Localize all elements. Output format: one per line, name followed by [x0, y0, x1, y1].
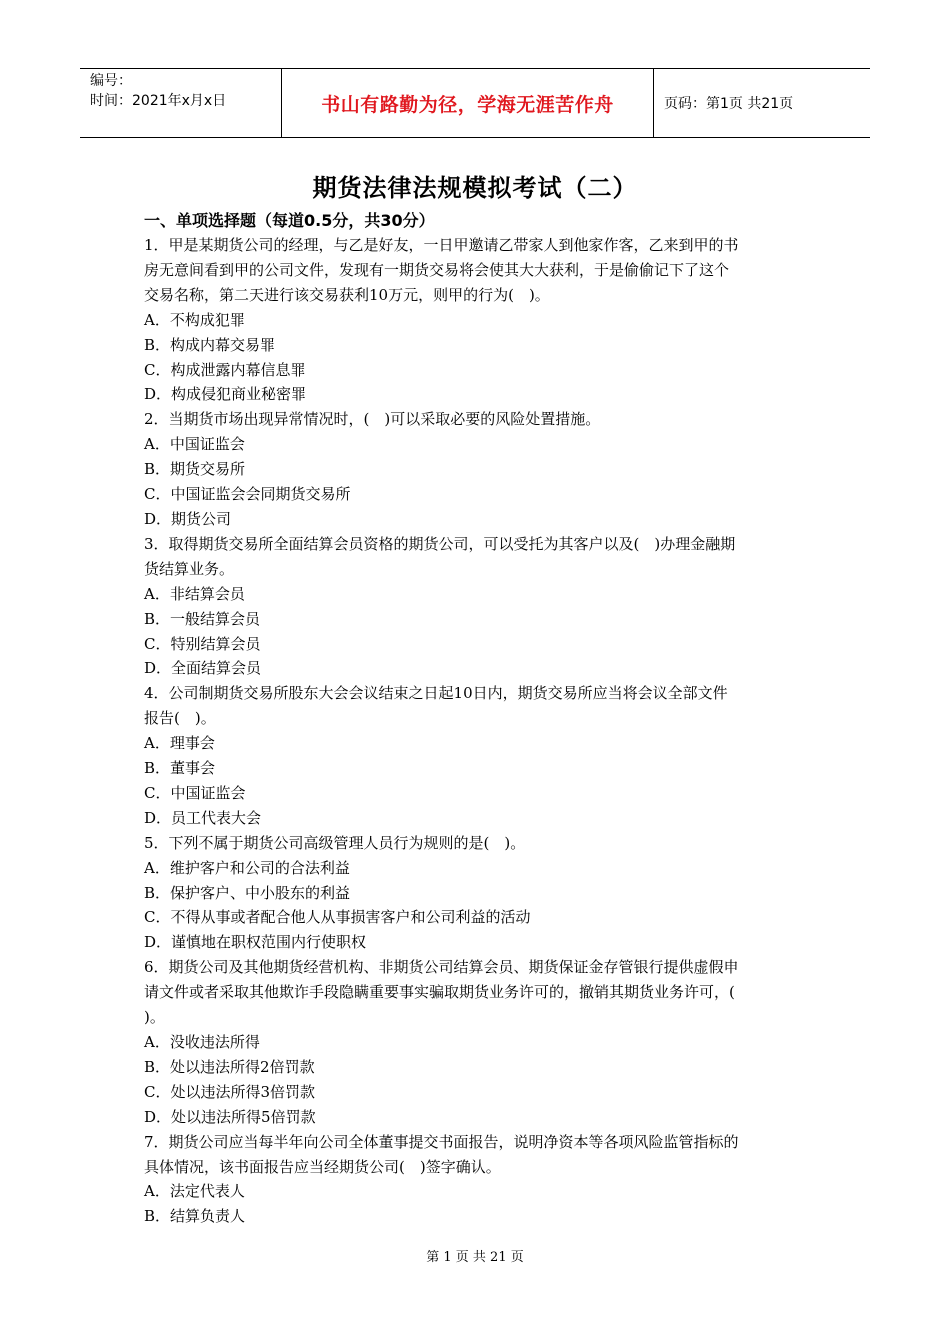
text-line: 1．甲是某期货公司的经理，与乙是好友，一日甲邀请乙带家人到他家作客，乙来到甲的书 [144, 236, 739, 254]
text-line: 报告( )。 [144, 709, 216, 728]
text-line: 6．期货公司及其他期货经营机构、非期货公司结算会员、期货保证金存管银行提供虚假申 [144, 958, 739, 977]
text-line: A．非结算会员 [144, 584, 245, 603]
text-line: C．不得从事或者配合他人从事损害客户和公司利益的活动 [144, 908, 531, 927]
text-line: A．不构成犯罪 [144, 310, 245, 329]
text-line: 具体情况，该书面报告应当经期货公司( )签字确认。 [144, 1157, 501, 1176]
section-heading: 一、单项选择题（每道0.5分，共30分） [144, 211, 435, 230]
text-line: B．董事会 [144, 759, 216, 778]
question-list [144, 233, 810, 1229]
text-line: B．一般结算会员 [144, 609, 261, 628]
text-line: C．构成泄露内幕信息罪 [144, 360, 306, 379]
document-body [144, 208, 810, 1229]
text-line: D．谨慎地在职权范围内行使职权 [144, 933, 367, 952]
text-line: D．员工代表大会 [144, 808, 262, 827]
document-date: 时间：2021年x月x日 [90, 93, 227, 109]
header-page-info-cell [654, 69, 870, 137]
text-line: D．处以违法所得5倍罚款 [144, 1107, 316, 1126]
text-line: C．处以违法所得3倍罚款 [144, 1082, 316, 1101]
text-line: 3．取得期货交易所全面结算会员资格的期货公司，可以受托为其客户以及( )办理金融期 [144, 534, 736, 553]
text-line: 2．当期货市场出现异常情况时，( )可以采取必要的风险处置措施。 [144, 410, 601, 429]
text-line: 房无意间看到甲的公司文件，发现有一期货交易将会使其大大获利，于是偷偷记下了这个 [144, 260, 730, 279]
text-line: B．构成内幕交易罪 [144, 335, 276, 354]
text-line: 交易名称，第二天进行该交易获利10万元，则甲的行为( )。 [144, 285, 550, 304]
text-line: A．理事会 [144, 734, 215, 753]
text-line: B．结算负责人 [144, 1207, 246, 1226]
text-line: A．没收违法所得 [144, 1033, 260, 1051]
header-motto: 书山有路勤为径，学海无涯苦作舟 [321, 93, 614, 116]
header-page-info: 页码：第1页 共21页 [664, 96, 794, 112]
text-line: 货结算业务。 [144, 559, 235, 578]
text-line: B．保护客户、中小股东的利益 [144, 883, 351, 902]
text-line: D．全面结算会员 [144, 659, 262, 678]
text-line: C．中国证监会 [144, 783, 246, 802]
text-line: C．中国证监会会同期货交易所 [144, 485, 351, 504]
text-line: A．中国证监会 [144, 435, 245, 454]
page-footer: 第 1 页 共 21 页 [426, 1250, 524, 1265]
text-line: B．处以违法所得2倍罚款 [144, 1057, 315, 1076]
document-number-label: 编号： [90, 73, 132, 89]
text-line: C．特别结算会员 [144, 634, 261, 653]
text-line: 7．期货公司应当每半年向公司全体董事提交书面报告，说明净资本等各项风险监管指标的 [144, 1132, 739, 1151]
header-meta [80, 69, 282, 137]
text-line: B．期货交易所 [144, 460, 246, 479]
text-line: D．期货公司 [144, 509, 232, 528]
header-motto-cell [282, 69, 654, 137]
text-line: D．构成侵犯商业秘密罪 [144, 385, 307, 404]
text-line: 请文件或者采取其他欺诈手段隐瞒重要事实骗取期货业务许可的，撤销其期货业务许可，( [144, 983, 735, 1002]
text-line: A．维护客户和公司的合法利益 [144, 858, 350, 877]
text-line: )。 [144, 1008, 165, 1027]
document-title: 期货法律法规模拟考试（二） [312, 174, 638, 202]
document-header [80, 68, 870, 138]
text-line: 4．公司制期货交易所股东大会会议结束之日起10日内，期货交易所应当将会议全部文件 [144, 684, 728, 703]
text-line: 5．下列不属于期货公司高级管理人员行为规则的是( )。 [144, 833, 526, 852]
text-line: A．法定代表人 [144, 1182, 245, 1201]
